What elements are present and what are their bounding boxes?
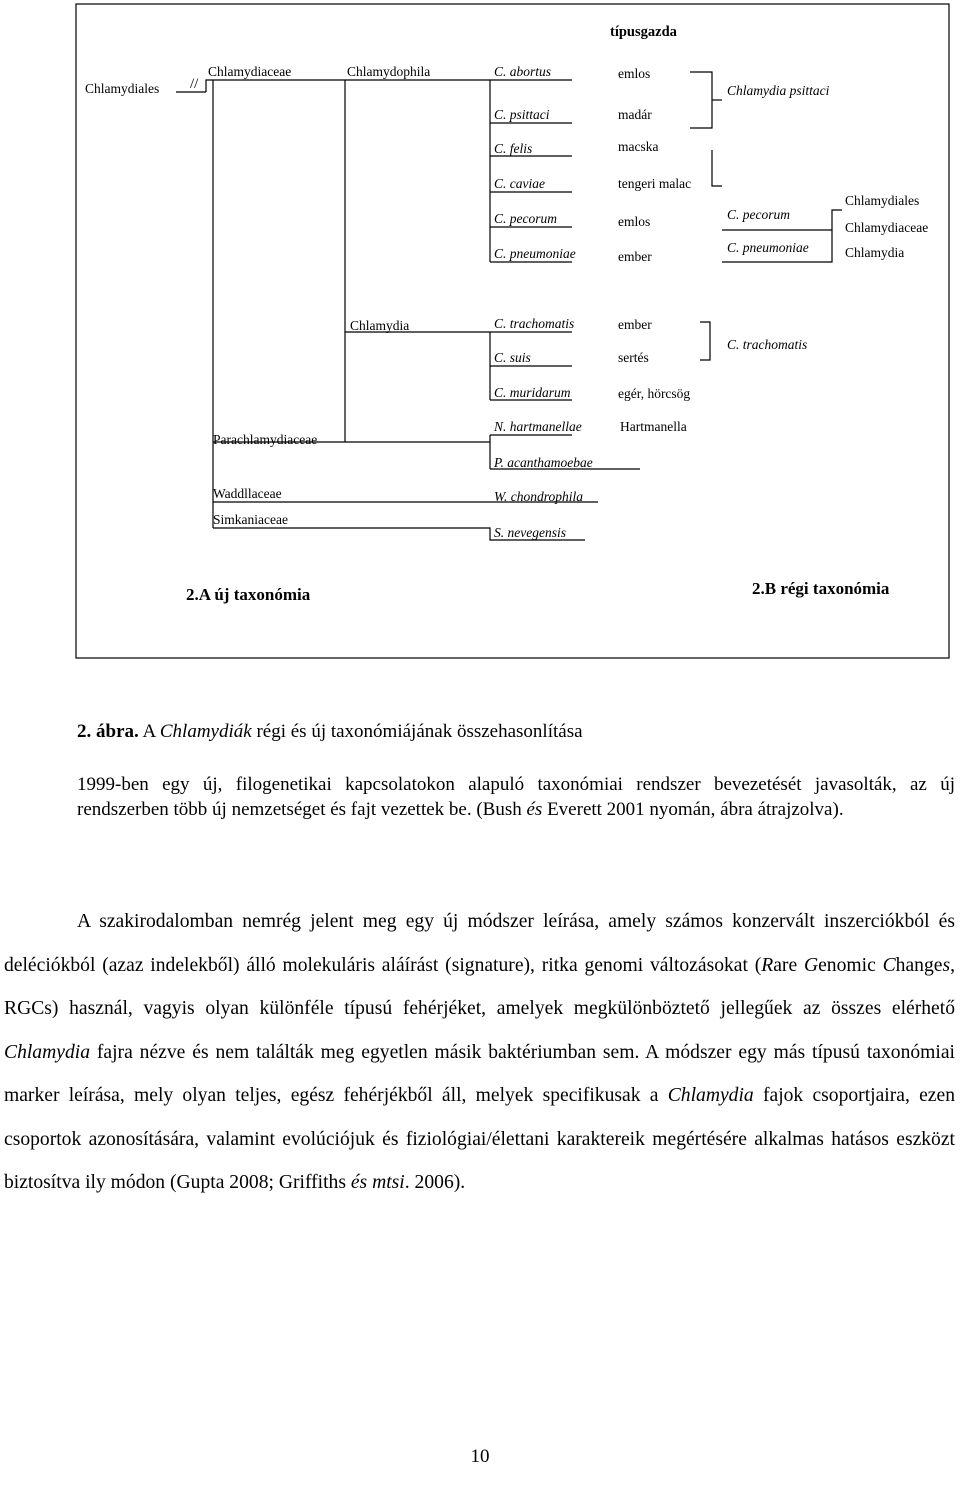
species-label: C. pneumoniae xyxy=(494,246,576,261)
host-label: egér, hörcsög xyxy=(618,386,691,401)
paragraph-text: fajra nézve és nem találták meg egyetlen másik baktériumban sem. A módszer egy más típusú taxonómiai marker leírása, mely olyan teljes, egész fehérjékből áll, melyek specifikusak a xyxy=(4,1041,955,1106)
species-label: S. nevegensis xyxy=(494,525,566,540)
old-psittaci: Chlamydia psittaci xyxy=(727,83,830,98)
label-chlamydophila: Chlamydophila xyxy=(347,64,431,79)
taxonomy-figure xyxy=(0,0,960,680)
paragraph-intro xyxy=(77,772,955,822)
old-genus: Chlamydia xyxy=(845,245,905,260)
page-number: 10 xyxy=(470,1446,490,1467)
host-label: ember xyxy=(618,317,652,332)
figure-caption xyxy=(77,720,583,744)
figure-header: típusgazda xyxy=(610,24,677,40)
paragraph-italic: Chlamydia xyxy=(667,1085,754,1106)
host-label: tengeri malac xyxy=(618,176,692,191)
species-label: C. psittaci xyxy=(494,107,550,122)
bracket-trachomatis xyxy=(700,322,710,360)
tree-lines xyxy=(0,0,960,680)
host-label: ember xyxy=(618,249,652,264)
paragraph-text: . 2006). xyxy=(404,1172,466,1193)
host-label: madár xyxy=(618,107,652,122)
host-label: Hartmanella xyxy=(620,419,687,434)
old-order: Chlamydiales xyxy=(845,193,920,208)
species-label: C. pecorum xyxy=(494,211,557,226)
paragraph-text: fajok csoportjaira, ezen csoportok azonosítására, valamint evolúciójuk és fiziológiai/élettani karaktereik megértésére alkalmas hatásos eszközt biztosítva ily módon (Gupta 2008; Griffiths xyxy=(4,1085,955,1193)
paragraph-text: are xyxy=(773,954,804,976)
species-label: C. muridarum xyxy=(494,385,571,400)
species-label: C. abortus xyxy=(494,64,552,79)
caption-text: A xyxy=(138,721,160,742)
paragraph-italic: C xyxy=(882,954,896,976)
species-label: N. hartmanellae xyxy=(494,419,582,434)
order-root-connector xyxy=(206,80,213,92)
label-chlamydiales: Chlamydiales xyxy=(85,81,160,96)
paragraph-text: , RGCs) használ, vagyis olyan különféle típusú fehérjéket, amelyek megkülönböztető jellegűek az összes elérhető xyxy=(4,954,955,1019)
paragraph-italic: R xyxy=(761,954,774,976)
paragraph-italic: s xyxy=(942,954,951,976)
species-label: C. felis xyxy=(494,141,533,156)
caption-number: 2. ábra. xyxy=(77,721,139,742)
host-label: emlos xyxy=(618,66,651,81)
paragraph-italic: Chlamydia xyxy=(4,1041,90,1063)
paragraph-text: A szakirodalomban nemrég jelent meg egy új módszer leírása, amely számos konzervált inszerciókból és deléciókból (azaz indelekből) álló molekuláris aláírást (signature), ritka genomi változásokat ( xyxy=(4,911,955,976)
host-label: macska xyxy=(618,139,659,154)
paragraph-text: 1999-ben egy új, filogenetikai kapcsolatokon alapuló taxonómiai rendszer bevezetését javasolták, az új rendszerben több új nemzetséget és fajt vezettek be. (Bush xyxy=(77,774,955,820)
bracket-psittaci xyxy=(690,72,712,128)
paragraph-italic: és xyxy=(526,799,543,820)
label-waddliaceae: Waddllaceae xyxy=(213,486,282,501)
caption-text: régi és új taxonómiájának összehasonlítása xyxy=(251,721,583,742)
species-label: W. chondrophila xyxy=(494,489,584,504)
caption-italic: Chlamydiák xyxy=(159,721,252,742)
old-trachomatis: C. trachomatis xyxy=(727,337,808,352)
paragraph-text: hange xyxy=(895,954,943,976)
label-old-taxonomy: 2.B régi taxonómia xyxy=(752,579,890,598)
paragraph-text: Everett 2001 nyomán, ábra átrajzolva). xyxy=(542,799,844,820)
host-label: sertés xyxy=(618,350,649,365)
species-label: C. caviae xyxy=(494,176,545,191)
paragraph-text: enomic xyxy=(818,954,883,976)
species-label: P. acanthamoebae xyxy=(494,455,593,470)
label-chlamydiaceae: Chlamydiaceae xyxy=(208,64,292,79)
break-mark: // xyxy=(190,76,199,92)
paragraph-italic: és mtsi xyxy=(350,1172,405,1193)
old-family: Chlamydiaceae xyxy=(845,220,929,235)
bracket-psittaci-lower xyxy=(712,150,722,186)
paragraph-italic: G xyxy=(803,954,819,976)
label-simkaniaceae: Simkaniaceae xyxy=(213,512,288,527)
species-label: C. suis xyxy=(494,350,531,365)
label-new-taxonomy: 2.A új taxonómia xyxy=(186,585,311,604)
old-pneumoniae: C. pneumoniae xyxy=(727,240,809,255)
paragraph-body xyxy=(4,900,955,1205)
host-label: emlos xyxy=(618,214,651,229)
species-label: C. trachomatis xyxy=(494,316,575,331)
old-pecorum: C. pecorum xyxy=(727,207,790,222)
label-parachlamydiaceae: Parachlamydiaceae xyxy=(213,432,318,447)
label-chlamydia-genus: Chlamydia xyxy=(350,318,410,333)
